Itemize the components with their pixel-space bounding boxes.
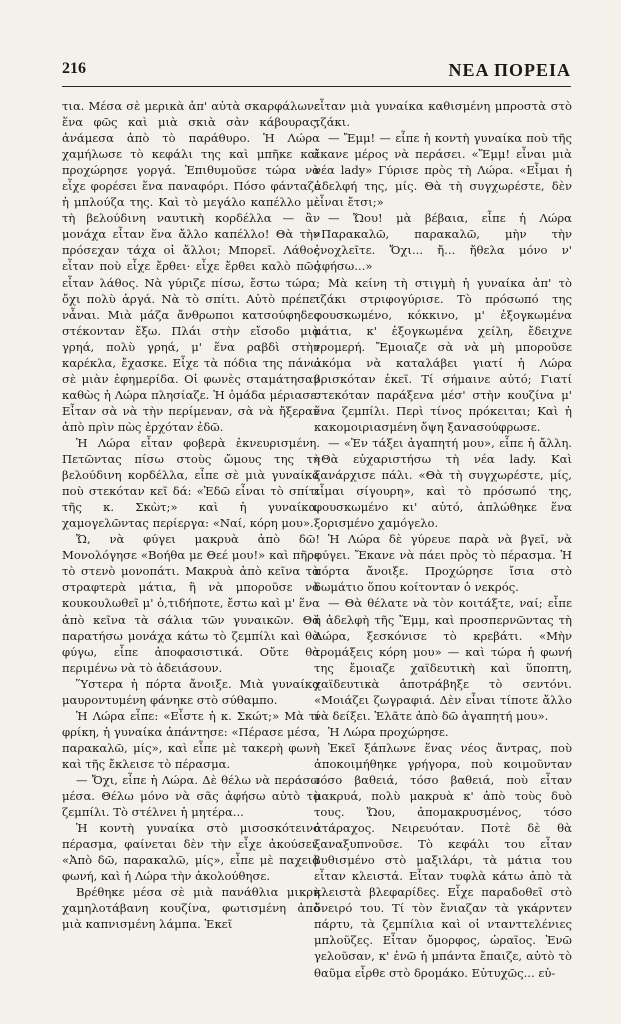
paragraph: Ἡ κοντὴ γυναίκα στὸ μισοσκότεινο πέρασμα, φαίνεται δὲν τὴν εἶχε ἀκούσει. «Ἀπὸ δῶ, παρακαλῶ, μίς», εἶπε μὲ παχειὰ φωνή, καὶ ἡ Λώρα τὴν ἀκολούθησε. — [62, 821, 320, 884]
paragraph: — Θὰ θέλατε νὰ τὸν κοιτάξτε, ναί; εἶπε ἡ ἀδελφὴ τῆς Ἔμμ, καὶ προσπερνῶντας τὴ Λώρα, ξεσκόνισε τὸ κρεβάτι. «Μὴν τρομάξεις κόρη μου» — καὶ τώρα ἡ φωνή της ἔμοιαζε χαϊδευτικὴ καὶ ὕποπτη, χαϊδευτικὰ ἀποτράβηξε τὸ σεντόνι. «Μοιάζει ζωγραφιά. Δὲν εἶναι τίποτε ἄλλο νὰ δείξει. Ἐλᾶτε ἀπὸ δῶ ἀγαπητή μου». — [314, 596, 572, 723]
paragraph: τια. Μέσα σὲ μερικὰ ἀπ' αὐτὰ σκαρφάλωνε ἕνα φῶς καὶ μιὰ σκιὰ σὰν κάβουρας, ἀνάμεσα ἀπὸ τὸ παράθυρο. Ἡ Λώρα χαμήλωσε τὸ κεφάλι της καὶ μπῆκε καὶ προχώρησε γοργά. Ἐπιθυμοῦσε τώρα νὰ εἶχε φορέσει ἕνα παναφόρι. Πόσο φάνταζε ἡ μπλούζα της. Καὶ τὸ μεγάλο καπέλλο μὲ τὴ βελούδινη ναυτικὴ κορδέλλα — ἂν μονάχα εἶταν ἕνα ἄλλο καπέλλο! Θὰ τὴν πρόσεχαν τάχα οἱ ἄλλοι; Μπορεῖ. Λάθος εἶταν ποὺ εἶχε ἔρθει· εἶχε ἔρθει καλὸ πῶς εἶταν λάθος. Νὰ γύριζε πίσω, ἔστω τώρα; ὄχι πολὺ ἀργά. Νὰ τὸ σπίτι. Αὐτὸ πρέπει νἆναι. Μιὰ μάζα ἄνθρωποι κατσούφηδες στέκονταν ἔξω. Πλάι στὴν εἴσοδο μιὰ γρηά, πολὺ γρηά, μ' ἕνα ραβδὶ στὴν καρέκλα, ἔχασκε. Εἶχε τὰ πόδια της πάνω σὲ μιὰν ἐφημερίδα. Οἱ φωνὲς σταμάτησαν καθὼς ἡ Λώρα πλησίαζε. Ἡ ὁμάδα μέριασε. Εἶταν σὰ νὰ τὴν περίμεναν, σὰ νὰ ἤξεραν ἀπὸ πρὶν πὼς ἐρχόταν ἐδῶ. — [62, 99, 320, 434]
left-text-column — [62, 98, 320, 1008]
journal-title: ΝΕΑ ΠΟΡΕΙΑ — [448, 60, 571, 80]
paragraph: Ἡ Λώρα εἶπε: «Εἶστε ἡ κ. Σκώτ;» Μὰ τί φρίκη, ἡ γυναίκα ἀπάντησε: «Πέρασε μέσα, παρακαλῶ, μίς», καὶ εἶπε μὲ τακερὴ φωνὴ καὶ τῆς ἔκλεισε τὸ πέρασμα. — [62, 708, 320, 771]
paragraph: Βρέθηκε μέσα σὲ μιὰ πανάθλια μικρὴ χαμηλοτάβανη κουζίνα, φωτισμένη ἀπὸ μιὰ καπνισμένη λάμπα. Ἐκεῖ — [62, 885, 320, 932]
header-divider — [62, 86, 571, 87]
page-number: 216 — [62, 60, 86, 77]
paragraph: Ἡ Λώρα δὲ γύρευε παρὰ νὰ βγεῖ, νὰ φύγει. Ἔκανε νὰ πάει πρὸς τὸ πέρασμα. Ἡ πόρτα ἄνοιξε. Προχώρησε ἴσια στὸ δωμάτιο ὅπου κοίτονταν ὁ νεκρός. — [314, 532, 572, 595]
paragraph: Ὕστερα ἡ πόρτα ἄνοιξε. Μιὰ γυναίκα μαυροντυμένη φάνηκε στὸ σύθαμπο. — [62, 676, 320, 707]
paragraph: εἶταν μιὰ γυναίκα καθισμένη μπροστὰ στὸ τζάκι. — [314, 99, 572, 130]
paragraph: Μὰ κείνη τὴ στιγμὴ ἡ γυναίκα ἀπ' τὸ τζάκι στριφογύρισε. Τὸ πρόσωπό της φουσκωμένο, κόκκινο, μ' ἐξογκωμένα μάτια, κ' ἐξογκωμένα χείλη, ἔδειχνε τρομερή. Ἔμοιαζε σὰ νὰ μὴ μποροῦσε ἀκόμα νὰ καταλάβει γιατί ἡ Λώρα βρισκόταν ἐκεῖ. Τί σήμαινε αὐτό; Γιατί στεκόταν παράξενα μέσ' στὴν κουζίνα μ' ἕνα ζεμπίλι. Περὶ τίνος πρόκειται; Καὶ ἡ κακομοιριασμένη ὄψη ξανασούφρωσε. — [314, 275, 572, 434]
right-text-column — [314, 98, 572, 1008]
paragraph: Ὤ, νὰ φύγει μακρυὰ ἀπὸ δῶ! Μονολόγησε «Βοήθα με Θεέ μου!» καὶ πῆρε τὸ στενὸ μονοπάτι. Μακρυὰ ἀπὸ κεῖνα τὰ στραφτερὰ μάτια, ἢ νὰ μποροῦσε νὰ κουκουλωθεῖ μ' ὁ,τιδήποτε, ἔστω καὶ μ' ἕνα ἀπὸ κεῖνα τὰ σάλια τῶν γυναικῶν. Θὰ παρατήσω μονάχα κάτω τὸ ζεμπίλι καὶ θὰ φύγω, εἶπε ἀποφασιστικά. Οὔτε θὰ περιμένω νὰ τὸ ἀδειάσουν. — [62, 532, 320, 675]
paragraph: — Ὤου! μὰ βέβαια, εἶπε ἡ Λώρα «Παρακαλῶ, παρακαλῶ, μὴν τὴν ἐνοχλεῖτε. Ὄχι... ἤ... ἤθελα μόνο ν' ἀφήσω...» — [314, 211, 572, 274]
paragraph: Ἐκεῖ ξάπλωνε ἕνας νέος ἄντρας, ποὺ ἀποκοιμήθηκε γρήγορα, ποὺ κοιμοῦνταν τόσο βαθειά, τόσο βαθειά, ποὺ εἶταν μακρυά, πολὺ μακρυὰ κ' ἀπὸ τοὺς δυὸ τους. Ὤου, ἀπομακρυσμένος, τόσο ἀτάραχος. Νειρευόταν. Ποτὲ δὲ θὰ ξαναξυπνοῦσε. Τὸ κεφάλι του εἶταν βυθισμένο στὸ μαξιλάρι, τὰ μάτια του εἶταν κλειστά. Εἶταν τυφλὰ κάτω ἀπὸ τὰ κλειστὰ βλεφαρίδες. Εἶχε παραδοθεῖ στὸ ὄνειρό του. Τί τὸν ἔνιαζαν τὰ γκάρντεν πάρτυ, τὰ ζεμπίλια καὶ οἱ ντανττελένιες μπλοῦζες. Εἶταν ὄμορφος, ὡραῖος. Ἐνῶ γελοῦσαν, κ' ἐνῶ ἡ μπάντα ἔπαιζε, αὐτὸ τὸ θαῦμα εἶρθε στὸ δρομάκο. Εὐτυχῶς... εὐ- — [314, 740, 572, 980]
paragraph: Ἡ Λώρα προχώρησε. — [328, 724, 449, 739]
paragraph: Ἡ Λώρα εἶταν φοβερὰ ἐκνευρισμένη. Πετῶντας πίσω στοὺς ὤμους της τὴ βελούδινη κορδέλλα, εἶπε σὲ μιὰ γυναίκα ποὺ στεκόταν κεῖ δά: «Ἐδῶ εἶναι τὸ σπίτι τῆς κ. Σκὼτ;» καὶ ἡ γυναίκα, χαμογελῶντας περίεργα: «Ναί, κόρη μου». — [62, 435, 320, 531]
paragraph: — Ὄχι, εἶπε ἡ Λώρα. Δὲ θέλω νὰ περάσω μέσα. Θέλω μόνο νὰ σᾶς ἀφήσω αὐτὸ τὸ ζεμπίλι. Τὸ στέλνει ἡ μητέρα... — [62, 772, 320, 820]
running-header — [62, 60, 571, 84]
paragraph: — «Ἐν τάξει ἀγαπητή μου», εἶπε ἡ ἄλλη. «Θὰ εὐχαριστήσω τὴ νέα lady. Καὶ ξανάρχισε πάλι. «Θὰ τὴ συγχωρέστε, μίς, εἶμαι σίγουρη», καὶ τὸ πρόσωπό της, φουσκωμένο κι' αὐτό, ἀπλώθηκε ἕνα ξορισμένο χαμόγελο. — [314, 435, 572, 531]
paragraph: — Ἔμμ! — εἶπε ἡ κοντὴ γυναίκα ποὺ τῆς ἔκανε μέρος νὰ περάσει. «Ἔμμ! εἶναι μιὰ νέα lady» Γύρισε πρὸς τὴ Λώρα. «Εἶμαι ἡ ἀδελφή της, μίς. Θὰ τὴ συγχωρέστε, δὲν εἶναι ἔτσι;» — [314, 131, 572, 210]
